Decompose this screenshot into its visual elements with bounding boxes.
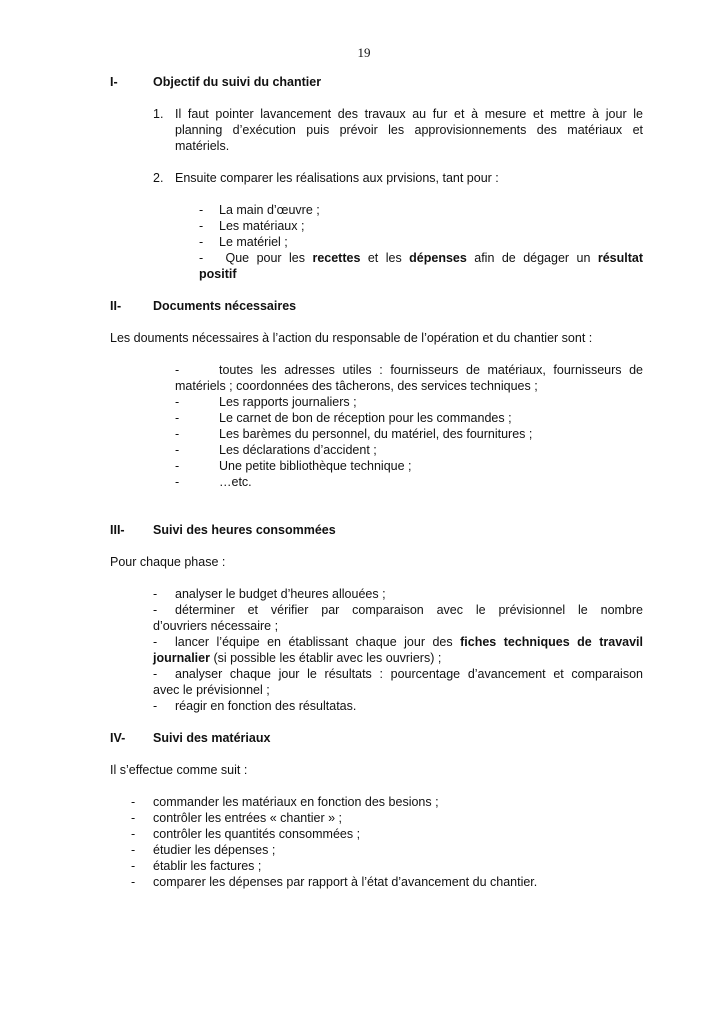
- bullet-dash: -: [175, 363, 180, 377]
- s2-item: Une petite bibliothèque technique ;: [219, 459, 412, 473]
- bold-text-run: journalier: [153, 651, 210, 665]
- section-2-number: II-: [110, 299, 122, 313]
- s3-intro: Pour chaque phase :: [110, 555, 226, 569]
- s4-item: établir les factures ;: [153, 859, 262, 873]
- bullet-dash: -: [131, 875, 136, 889]
- bullet-dash: -: [175, 411, 180, 425]
- s2-intro: Les douments nécessaires à l’action du responsable de l’opération et du chantier sont :: [110, 331, 593, 345]
- text-run: afin de dégager un: [466, 251, 598, 265]
- page-number: 19: [357, 45, 371, 60]
- bullet-dash: -: [131, 827, 136, 841]
- section-3-title: Suivi des heures consommées: [153, 523, 336, 537]
- s3-item-cont: [153, 650, 441, 666]
- bullet-dash: -: [175, 475, 180, 489]
- s2-item: Les barèmes du personnel, du matériel, des fournitures ;: [219, 427, 533, 441]
- s2-item: …etc.: [219, 475, 252, 489]
- section-4-number: IV-: [110, 731, 126, 745]
- bullet-dash: -: [131, 859, 136, 873]
- s1-item1-line3: matériels.: [175, 139, 230, 153]
- bullet-dash: -: [175, 395, 180, 409]
- s1-sub-item: Le matériel ;: [219, 235, 288, 249]
- s1-item1-line1: Il faut pointer lavancement des travaux au fur et à mesure et mettre à jour le: [175, 107, 643, 121]
- bold-text-run: dépenses: [409, 251, 467, 265]
- s2-item: Les rapports journaliers ;: [219, 395, 357, 409]
- text-run: lancer l’équipe en établissant chaque jour des: [175, 635, 461, 649]
- bold-text-run: résultat: [597, 251, 644, 265]
- bold-text-run: recettes: [312, 251, 361, 265]
- bullet-dash: -: [199, 219, 204, 233]
- s1-sub-item-last: [199, 250, 643, 266]
- bullet-dash: -: [199, 251, 204, 265]
- bullet-dash: -: [131, 811, 136, 825]
- bullet-dash: -: [153, 699, 158, 713]
- bold-text-run: fiches techniques de travavil: [460, 635, 643, 649]
- text-run: Que pour les: [225, 251, 313, 265]
- s1-item2-text: Ensuite comparer les réalisations aux prvisions, tant pour :: [175, 171, 499, 185]
- s1-sub-item: La main d’œuvre ;: [219, 203, 320, 217]
- s4-item: commander les matériaux en fonction des besions ;: [153, 795, 439, 809]
- bullet-dash: -: [175, 459, 180, 473]
- s4-item: comparer les dépenses par rapport à l’état d’avancement du chantier.: [153, 875, 538, 889]
- s4-item: étudier les dépenses ;: [153, 843, 276, 857]
- bullet-dash: -: [199, 235, 204, 249]
- s2-item-first: toutes les adresses utiles : fournisseurs de matériaux, fournisseurs de: [219, 363, 643, 377]
- bullet-dash: -: [131, 843, 136, 857]
- s1-sub-item: Les matériaux ;: [219, 219, 305, 233]
- bullet-dash: -: [175, 443, 180, 457]
- section-2-title: Documents nécessaires: [153, 299, 297, 313]
- s3-item: [175, 634, 643, 650]
- bullet-dash: -: [153, 635, 158, 649]
- bullet-dash: -: [153, 587, 158, 601]
- s3-item: déterminer et vérifier par comparaison avec le prévisionnel le nombre: [175, 603, 643, 617]
- bullet-dash: -: [131, 795, 136, 809]
- bullet-dash: -: [175, 427, 180, 441]
- s4-intro: Il s’effectue comme suit :: [110, 763, 248, 777]
- bold-text-run: positif: [199, 267, 237, 281]
- s3-item: réagir en fonction des résultatas.: [175, 699, 357, 713]
- s1-item2-number: 2.: [153, 171, 164, 185]
- s2-item-first-cont: matériels ; coordonnées des tâcherons, des services techniques ;: [175, 379, 538, 393]
- s2-item: Les déclarations d’accident ;: [219, 443, 377, 457]
- s4-item: contrôler les entrées « chantier » ;: [153, 811, 342, 825]
- bullet-dash: -: [153, 603, 158, 617]
- section-3-number: III-: [110, 523, 125, 537]
- s3-item: analyser chaque jour le résultats : pourcentage d’avancement et comparaison: [175, 667, 643, 681]
- s3-item: analyser le budget d’heures allouées ;: [175, 587, 386, 601]
- s1-item1-number: 1.: [153, 107, 164, 121]
- text-run: (si possible les établir avec les ouvriers) ;: [209, 651, 442, 665]
- section-4-title: Suivi des matériaux: [153, 731, 271, 745]
- s2-item: Le carnet de bon de réception pour les commandes ;: [219, 411, 512, 425]
- s4-item: contrôler les quantités consommées ;: [153, 827, 361, 841]
- bullet-dash: -: [199, 203, 204, 217]
- section-1-title: Objectif du suivi du chantier: [153, 75, 322, 89]
- section-1-number: I-: [110, 75, 118, 89]
- text-run: et les: [360, 251, 410, 265]
- s1-item1-line2: planning d’exécution puis prévoir les approvisionnements des matériaux et: [175, 123, 643, 137]
- s3-item-cont: avec le prévisionnel ;: [153, 683, 270, 697]
- bullet-dash: -: [153, 667, 158, 681]
- s3-item-cont: d’ouvriers nécessaire ;: [153, 619, 279, 633]
